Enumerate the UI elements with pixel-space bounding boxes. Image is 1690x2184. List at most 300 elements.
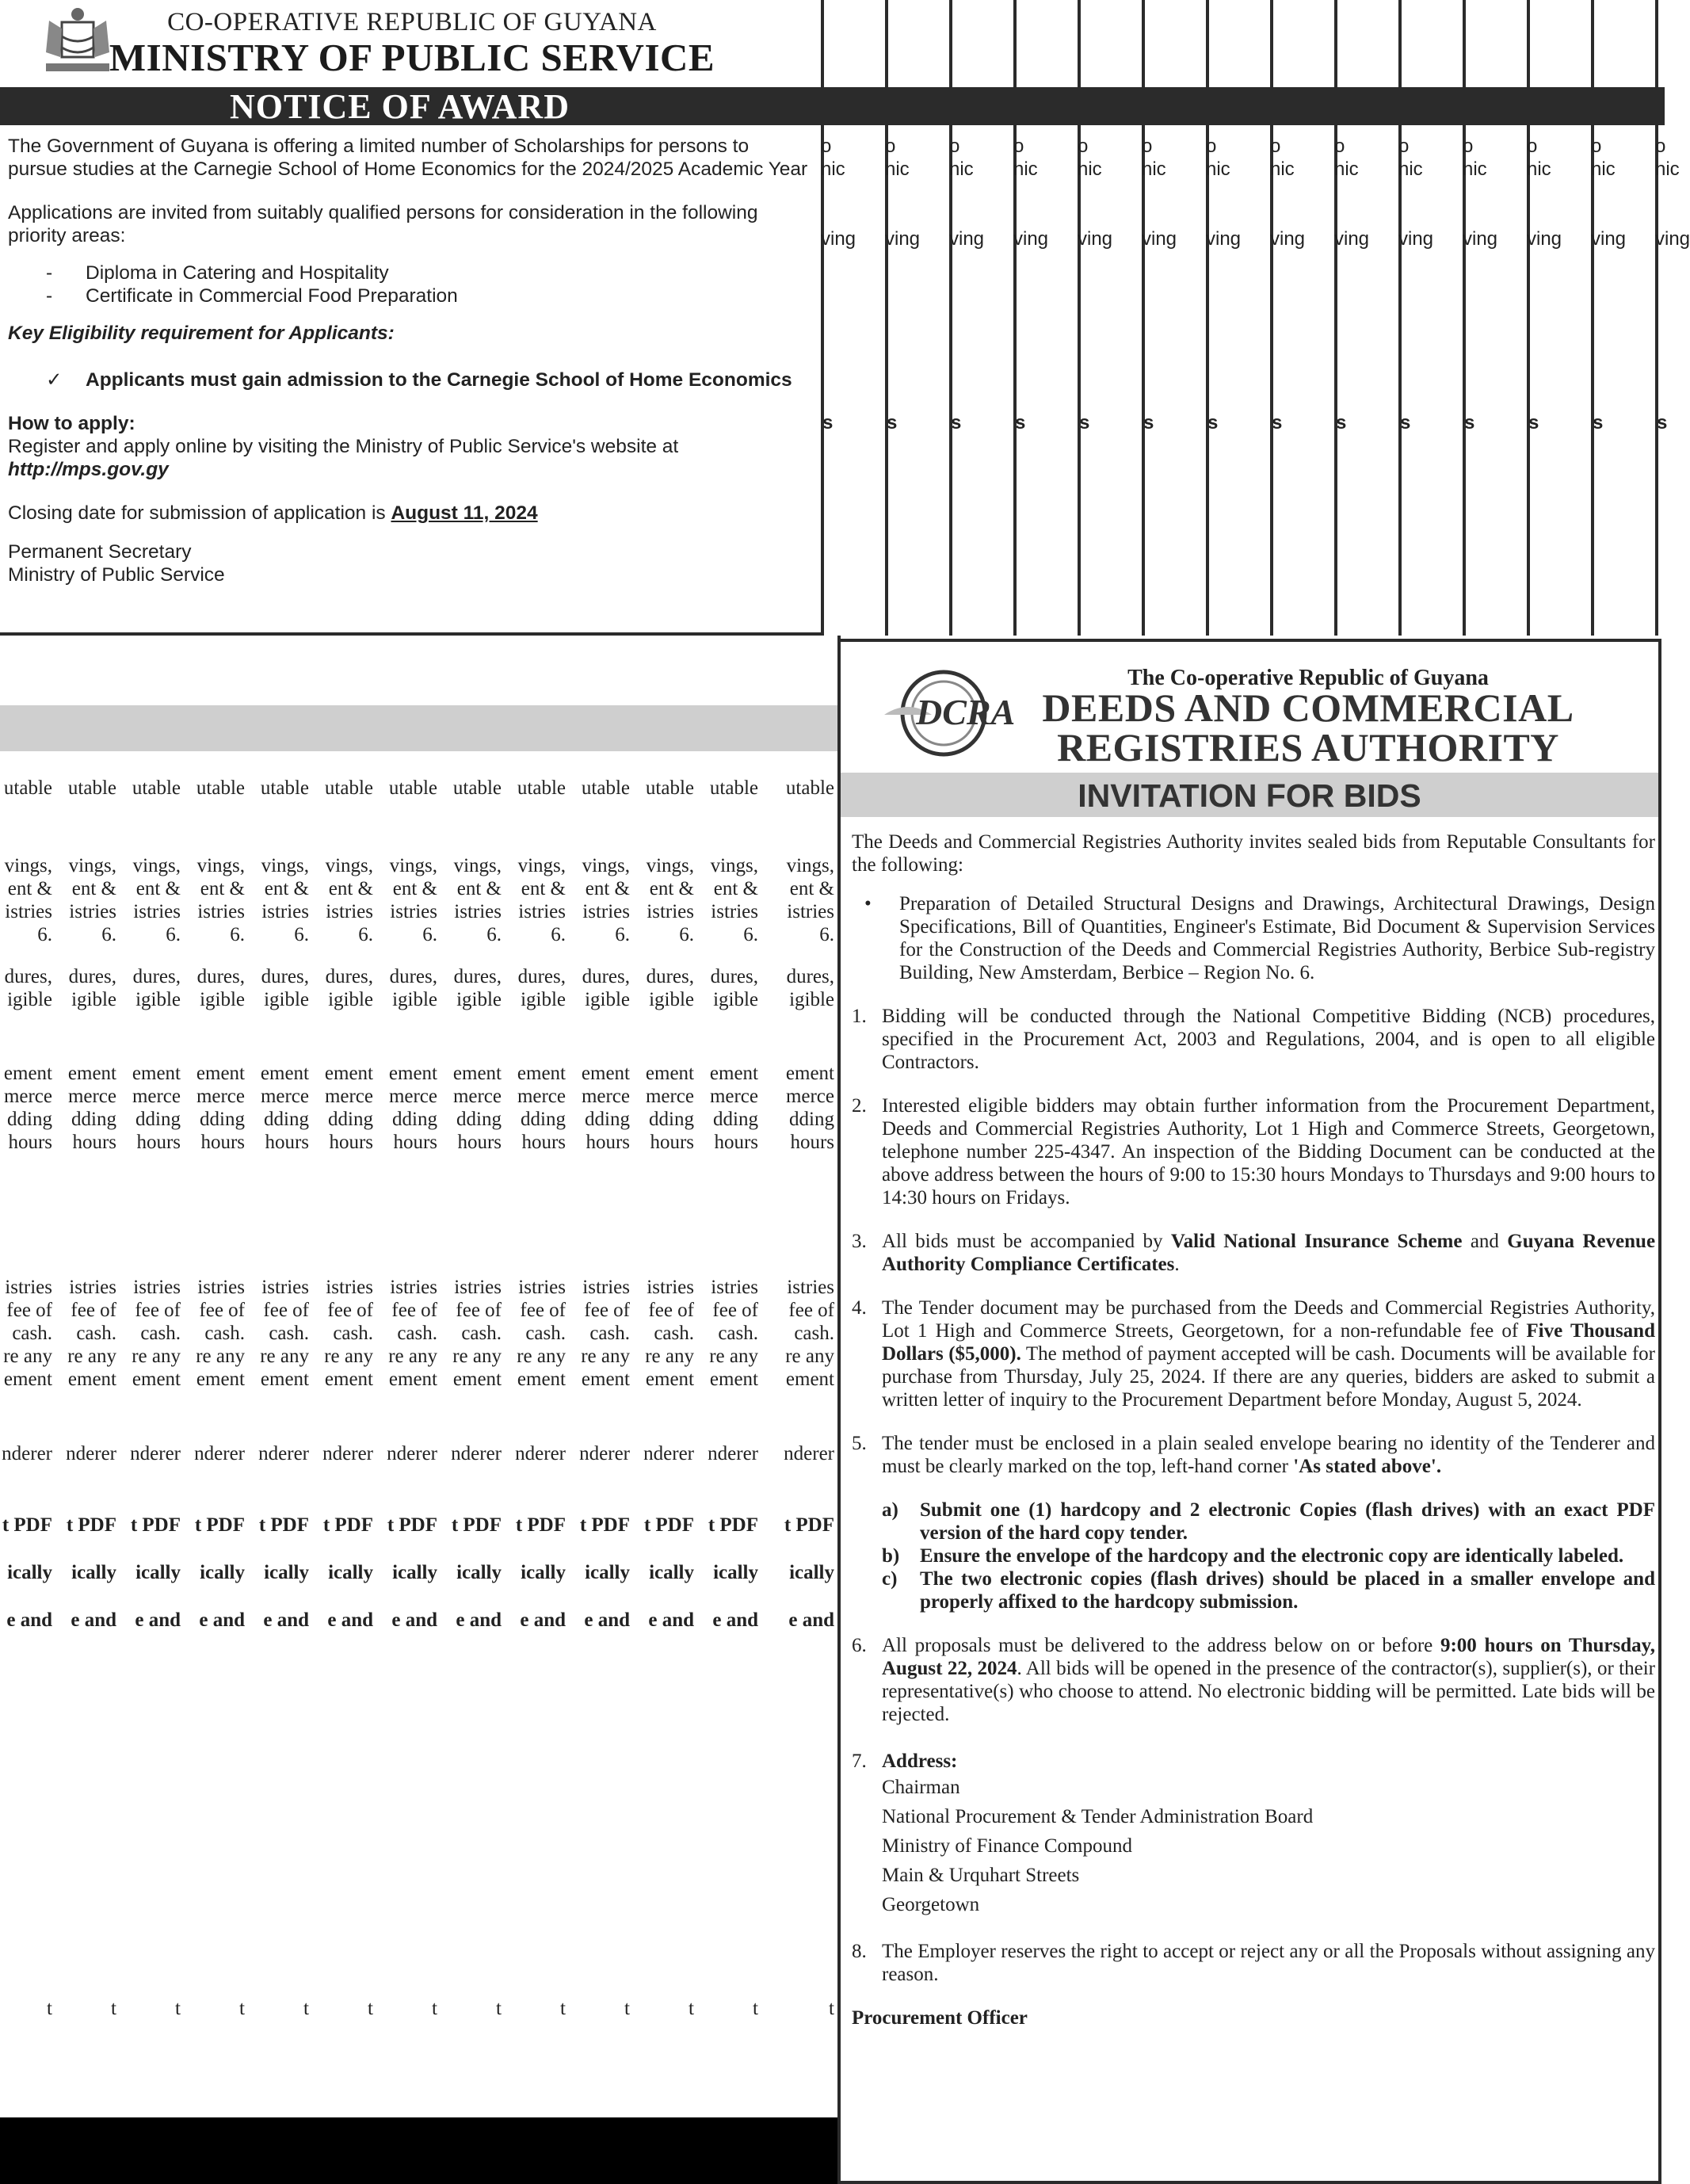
- fragment-text: ent &: [135, 878, 181, 899]
- fragment-text: s: [951, 412, 962, 433]
- fragment-text: t PDF: [784, 1514, 834, 1536]
- fragment-text: hours: [714, 1132, 758, 1153]
- fragment-text: ving: [1206, 228, 1242, 250]
- fragment-bar: [1466, 87, 1530, 125]
- fragment-bar: [1017, 87, 1081, 125]
- fragment-text: 6.: [679, 924, 694, 945]
- fragment-text: istries: [647, 1277, 694, 1298]
- fragment-text: ically: [649, 1562, 694, 1583]
- fragment-bar: [376, 705, 441, 751]
- fragment-text: ically: [328, 1562, 373, 1583]
- fragment-text: re any: [709, 1346, 758, 1367]
- list-item: - Certificate in Commercial Food Preparation: [46, 285, 458, 307]
- fragment-text: s: [1400, 412, 1411, 433]
- fragment-text: ement: [452, 1063, 502, 1084]
- fragment-text: utable: [785, 777, 834, 799]
- fragment-text: utable: [3, 777, 52, 799]
- fragment-text: 6.: [551, 924, 566, 945]
- fragment-text: istries: [133, 901, 181, 922]
- fragment-text: dding: [789, 1109, 834, 1130]
- ifb-intro: The Deeds and Commercial Registries Authority invites sealed bids from Reputable Consultants for the following:: [852, 831, 1655, 876]
- fragment-text: re any: [260, 1346, 309, 1367]
- fragment-text: ving: [1270, 228, 1306, 250]
- fragment-text: re any: [67, 1346, 116, 1367]
- fragment-text: dures,: [453, 966, 502, 987]
- fragment-bar: [1530, 87, 1594, 125]
- fragment-text: dding: [264, 1109, 309, 1130]
- fragment-bar: [888, 87, 952, 125]
- fragment-text: hours: [393, 1132, 437, 1153]
- fragment-text: istries: [261, 901, 309, 922]
- fragment-text: cash.: [140, 1323, 181, 1344]
- fragment-text: nderer: [194, 1443, 245, 1464]
- fragment-text: ement: [517, 1369, 566, 1390]
- fragment-strip: [821, 0, 888, 636]
- fragment-text: ement: [785, 1063, 834, 1084]
- website-link[interactable]: http://mps.gov.gy: [8, 459, 169, 480]
- fragment-text: o nic: [1398, 136, 1423, 180]
- fragment-text: merce: [785, 1086, 834, 1107]
- fragment-text: ving: [1142, 228, 1177, 250]
- fragment-text: ent &: [585, 878, 630, 899]
- fragment-text: s: [1207, 412, 1219, 433]
- fragment-text: ically: [264, 1562, 309, 1583]
- fragment-text: vings,: [261, 855, 309, 876]
- fragment-text: hours: [200, 1132, 245, 1153]
- fragment-text: ving: [1463, 228, 1498, 250]
- clause-3: 3. All bids must be accompanied by Valid National Insurance Scheme and Guyana Revenue Authority Compliance Certificates.: [852, 1231, 1656, 1275]
- fragment-text: ically: [200, 1562, 245, 1583]
- black-bar: [0, 2117, 840, 2184]
- fragment-text: cash.: [333, 1323, 373, 1344]
- intro-text: The Government of Guyana is offering a limited number of Scholarships for persons to pursue studies at the Carnegie School of Home Economics for the 2024/2025 Academic Year: [8, 136, 808, 180]
- fragment-text: t PDF: [194, 1514, 245, 1536]
- fragment-text: e and: [712, 1609, 758, 1631]
- fragment-text: igible: [328, 989, 373, 1010]
- fragment-text: s: [1464, 412, 1475, 433]
- ministry-heading: MINISTRY OF PUBLIC SERVICE: [109, 36, 715, 79]
- closing-date-line: Closing date for submission of application is August 11, 2024: [8, 502, 538, 524]
- fragment-text: istries: [518, 901, 566, 922]
- fragment-text: utable: [709, 777, 758, 799]
- fragment-text: istries: [454, 1277, 502, 1298]
- fragment-text: merce: [581, 1086, 630, 1107]
- fragment-text: ent &: [713, 878, 758, 899]
- fragment-text: istries: [390, 901, 437, 922]
- fragment-text: ically: [521, 1562, 566, 1583]
- fragment-text: utable: [260, 777, 309, 799]
- fragment-text: dures,: [4, 966, 52, 987]
- fragment-text: ically: [71, 1562, 116, 1583]
- fragment-text: t: [111, 1998, 116, 2019]
- fragment-text: ically: [789, 1562, 834, 1583]
- fragment-text: ement: [388, 1369, 437, 1390]
- fragment-text: istries: [261, 1277, 309, 1298]
- fragment-text: igible: [649, 989, 694, 1010]
- priority-areas-list: [8, 262, 813, 307]
- fragment-text: dures,: [261, 966, 309, 987]
- fragment-text: t: [560, 1998, 566, 2019]
- fragment-text: o nic: [1078, 136, 1102, 180]
- fragment-text: igible: [71, 989, 116, 1010]
- clause-5c: c) The two electronic copies (flash drives) should be placed in a smaller envelope and properly affixed to the hardcopy submission.: [882, 1568, 1655, 1613]
- fragment-text: vings,: [517, 855, 566, 876]
- fragment-text: hours: [586, 1132, 630, 1153]
- notice-title: NOTICE OF AWARD: [0, 87, 821, 125]
- fragment-text: fee of: [263, 1300, 309, 1321]
- fragment-bar: [1081, 87, 1145, 125]
- fragment-text: vings,: [646, 855, 694, 876]
- fragment-text: utable: [388, 777, 437, 799]
- fragment-text: ving: [1527, 228, 1562, 250]
- fragment-text: dding: [585, 1109, 630, 1130]
- fragment-text: istries: [787, 901, 834, 922]
- fragment-text: ving: [821, 228, 856, 250]
- fragment-text: re any: [581, 1346, 630, 1367]
- signatory-title: Permanent Secretary: [8, 541, 192, 563]
- fragment-text: t PDF: [258, 1514, 309, 1536]
- fragment-text: dding: [649, 1109, 694, 1130]
- fragment-text: ent &: [649, 878, 694, 899]
- fragment-strip: [1591, 0, 1658, 636]
- fragment-text: e and: [456, 1609, 502, 1631]
- fragment-text: cash.: [718, 1323, 758, 1344]
- fragment-text: re any: [785, 1346, 834, 1367]
- fragment-text: istries: [5, 1277, 52, 1298]
- fragment-text: e and: [391, 1609, 437, 1631]
- fragment-text: 6.: [101, 924, 116, 945]
- fragment-text: dding: [71, 1109, 116, 1130]
- fragment-text: dding: [135, 1109, 181, 1130]
- fragment-text: o nic: [1206, 136, 1230, 180]
- fragment-strip: [1398, 0, 1466, 636]
- fragment-text: istries: [518, 1277, 566, 1298]
- fragment-text: 6.: [819, 924, 834, 945]
- fragment-text: istries: [711, 1277, 758, 1298]
- fragment-text: igible: [392, 989, 437, 1010]
- how-to-apply-heading: How to apply:: [8, 413, 135, 434]
- fragment-text: merce: [132, 1086, 181, 1107]
- fragment-text: ving: [1013, 228, 1049, 250]
- fragment-text: ement: [709, 1369, 758, 1390]
- fragment-strip: [1655, 0, 1690, 636]
- fragment-bar: [55, 705, 120, 751]
- fragment-text: igible: [264, 989, 309, 1010]
- fragment-text: nderer: [643, 1443, 694, 1464]
- fragment-strip: [312, 636, 380, 2117]
- fragment-text: ement: [196, 1063, 245, 1084]
- applications-text: Applications are invited from suitably qualified persons for consideration in the following priority areas:: [8, 202, 758, 246]
- fragment-bar: [120, 705, 184, 751]
- fragment-text: o nic: [1334, 136, 1359, 180]
- fragment-text: merce: [196, 1086, 245, 1107]
- fragment-text: s: [1015, 412, 1026, 433]
- fragment-text: istries: [582, 901, 630, 922]
- fragment-text: istries: [69, 1277, 116, 1298]
- fragment-text: ically: [135, 1562, 181, 1583]
- fragment-text: s: [822, 412, 834, 433]
- fragment-text: ent &: [789, 878, 834, 899]
- clause-2: 2. Interested eligible bidders may obtain further information from the Procurement Department, Deeds and Commercial Registries Authority, Lot 1 High and Commerce Streets, Georgetown, telephone number 225-4347. An inspection of the Bidding Document can be conducted at the above address between the hours of 9:00 to 15:30 hours Mondays to Thursdays and 9:00 hours to 14:30 hours on Fridays.: [852, 1095, 1655, 1208]
- fragment-text: re any: [3, 1346, 52, 1367]
- fragment-bar: [697, 705, 761, 751]
- fragment-text: t: [624, 1998, 630, 2019]
- fragment-text: t PDF: [643, 1514, 694, 1536]
- procurement-officer: Procurement Officer: [852, 2007, 1028, 2029]
- fragment-bar: [184, 705, 248, 751]
- fragment-text: istries: [133, 1277, 181, 1298]
- fragment-strip: [949, 0, 1017, 636]
- fragment-bar: [1402, 87, 1466, 125]
- eligibility-item: ✓ Applicants must gain admission to the Carnegie School of Home Economics: [46, 369, 792, 391]
- fragment-text: t PDF: [322, 1514, 373, 1536]
- fragment-text: fee of: [6, 1300, 52, 1321]
- fragment-text: istries: [454, 901, 502, 922]
- fragment-text: ement: [581, 1063, 630, 1084]
- fragment-strip: [441, 636, 508, 2117]
- fragment-strip: [505, 636, 572, 2117]
- fragment-text: igible: [200, 989, 245, 1010]
- fragment-text: nderer: [322, 1443, 373, 1464]
- fragment-text: dures,: [132, 966, 181, 987]
- list-item: - Diploma in Catering and Hospitality: [46, 262, 389, 284]
- fragment-text: e and: [71, 1609, 116, 1631]
- fragment-strip: [1334, 0, 1402, 636]
- fragment-text: dures,: [325, 966, 373, 987]
- fragment-text: ement: [581, 1369, 630, 1390]
- fragment-text: cash.: [654, 1323, 694, 1344]
- fragment-strip: [1527, 0, 1594, 636]
- fragment-text: s: [1079, 412, 1090, 433]
- fragment-text: vings,: [196, 855, 245, 876]
- fragment-text: hours: [265, 1132, 309, 1153]
- fragment-strip: [1463, 0, 1530, 636]
- fragment-text: dding: [521, 1109, 566, 1130]
- closing-date: August 11, 2024: [391, 502, 538, 524]
- fragment-text: merce: [324, 1086, 373, 1107]
- fragment-text: vings,: [132, 855, 181, 876]
- fragment-text: t: [47, 1998, 52, 2019]
- fragment-text: e and: [648, 1609, 694, 1631]
- fragment-text: t: [175, 1998, 181, 2019]
- fragment-text: ving: [885, 228, 921, 250]
- fragment-text: istries: [787, 1277, 834, 1298]
- fragment-text: ically: [713, 1562, 758, 1583]
- fragment-text: merce: [260, 1086, 309, 1107]
- fragment-text: t: [432, 1998, 437, 2019]
- fragment-text: re any: [517, 1346, 566, 1367]
- clause-6: 6. All proposals must be delivered to the address below on or before 9:00 hours on Thursday, August 22, 2024. All bids will be opened in the presence of the contractor(s), supplier(s), or their representative(s) who choose to attend. No electronic bidding will be permitted. Late bids will be rejected.: [852, 1635, 1655, 1725]
- fragment-text: 6.: [37, 924, 52, 945]
- fragment-text: cash.: [525, 1323, 566, 1344]
- fragment-text: vings,: [4, 855, 52, 876]
- fragment-text: istries: [582, 1277, 630, 1298]
- fragment-text: ement: [132, 1063, 181, 1084]
- fragment-text: ement: [324, 1369, 373, 1390]
- fragment-text: dding: [713, 1109, 758, 1130]
- fragment-text: nderer: [130, 1443, 181, 1464]
- mps-body: [0, 125, 821, 586]
- fragment-text: merce: [709, 1086, 758, 1107]
- fragment-text: s: [1143, 412, 1154, 433]
- fragment-text: igible: [521, 989, 566, 1010]
- fragment-text: cash.: [461, 1323, 502, 1344]
- fragment-text: nderer: [258, 1443, 309, 1464]
- fragment-text: cash.: [397, 1323, 437, 1344]
- fragment-text: o nic: [1142, 136, 1166, 180]
- fragment-text: utable: [67, 777, 116, 799]
- fragment-text: ement: [388, 1063, 437, 1084]
- fragment-bar: [0, 705, 55, 751]
- fragment-text: dures,: [517, 966, 566, 987]
- fragment-strip: [248, 636, 315, 2117]
- dcra-republic: The Co-operative Republic of Guyana: [1127, 666, 1489, 690]
- fragment-strip: [0, 636, 59, 2117]
- fragment-text: t: [689, 1998, 694, 2019]
- ifb-title: INVITATION FOR BIDS: [841, 773, 1658, 817]
- fragment-text: t PDF: [2, 1514, 52, 1536]
- fragment-bar: [248, 705, 312, 751]
- address-line: Georgetown: [882, 1894, 980, 1915]
- fragment-text: re any: [324, 1346, 373, 1367]
- fragment-text: istries: [390, 1277, 437, 1298]
- fragment-text: fee of: [71, 1300, 116, 1321]
- mps-header: [0, 0, 821, 87]
- fragment-text: istries: [69, 901, 116, 922]
- fragment-text: cash.: [794, 1323, 834, 1344]
- notice-of-award: [0, 0, 824, 636]
- fragment-text: utable: [517, 777, 566, 799]
- fragment-text: hours: [72, 1132, 116, 1153]
- fragment-text: ically: [456, 1562, 502, 1583]
- clause-7: 7. Address: Chairman National Procurement & Tender Administration Board Ministry of Finance Compound Main & Urquhart Streets Georgetown: [852, 1750, 1655, 1919]
- fragment-text: o nic: [821, 136, 845, 180]
- fragment-bar: [633, 705, 697, 751]
- fragment-text: e and: [520, 1609, 566, 1631]
- fragment-text: 6.: [422, 924, 437, 945]
- fragment-strip: [1270, 0, 1337, 636]
- check-icon: ✓: [46, 369, 63, 391]
- fragment-bar: [505, 705, 569, 751]
- fragment-text: re any: [452, 1346, 502, 1367]
- fragment-text: cash.: [269, 1323, 309, 1344]
- fragment-text: utable: [645, 777, 694, 799]
- fragment-text: hours: [650, 1132, 694, 1153]
- how-to-apply-text: Register and apply online by visiting the Ministry of Public Service's website at: [8, 436, 679, 457]
- address-heading: Address:: [882, 1751, 958, 1772]
- fragment-text: ement: [645, 1063, 694, 1084]
- fragment-text: vings,: [68, 855, 116, 876]
- fragment-text: fee of: [327, 1300, 373, 1321]
- fragment-text: ement: [196, 1369, 245, 1390]
- fragment-text: vings,: [325, 855, 373, 876]
- fragment-text: vings,: [710, 855, 758, 876]
- fragment-text: e and: [199, 1609, 245, 1631]
- fragment-text: t PDF: [66, 1514, 116, 1536]
- fragment-text: istries: [326, 1277, 373, 1298]
- fragment-text: ent &: [328, 878, 373, 899]
- fragment-text: ving: [1591, 228, 1627, 250]
- fragment-text: igible: [7, 989, 52, 1010]
- fragment-text: vings,: [453, 855, 502, 876]
- fragment-text: o nic: [1527, 136, 1551, 180]
- fragment-bar: [1209, 87, 1273, 125]
- fragment-text: t PDF: [579, 1514, 630, 1536]
- fragment-text: nderer: [451, 1443, 502, 1464]
- fragment-text: re any: [132, 1346, 181, 1367]
- fragment-bar: [1145, 87, 1209, 125]
- fragment-text: ent &: [264, 878, 309, 899]
- fragment-text: nderer: [2, 1443, 52, 1464]
- fragment-text: ement: [785, 1369, 834, 1390]
- fragment-text: ement: [260, 1063, 309, 1084]
- eligibility-heading: Key Eligibility requirement for Applicants:: [8, 323, 395, 344]
- fragment-text: re any: [645, 1346, 694, 1367]
- fragment-text: t: [753, 1998, 758, 2019]
- clause-5b: b) Ensure the envelope of the hardcopy and the electronic copy are identically labeled.: [882, 1545, 1624, 1567]
- clause-8: 8. The Employer reserves the right to accept or reject any or all the Proposals without assigning any reason.: [852, 1941, 1655, 1985]
- fragment-text: igible: [713, 989, 758, 1010]
- fragment-text: fee of: [648, 1300, 694, 1321]
- fragment-strip: [55, 636, 123, 2117]
- fragment-text: fee of: [456, 1300, 502, 1321]
- fragment-text: o nic: [885, 136, 910, 180]
- fragment-text: merce: [645, 1086, 694, 1107]
- fragment-text: fee of: [391, 1300, 437, 1321]
- fragment-text: dures,: [582, 966, 630, 987]
- fragment-text: hours: [329, 1132, 373, 1153]
- fragment-text: nderer: [66, 1443, 116, 1464]
- fragment-text: igible: [585, 989, 630, 1010]
- fragment-text: t: [303, 1998, 309, 2019]
- fragment-text: dding: [328, 1109, 373, 1130]
- fragment-text: ving: [1078, 228, 1113, 250]
- fragment-text: ent &: [71, 878, 116, 899]
- fragment-text: dures,: [646, 966, 694, 987]
- fragment-text: o nic: [1591, 136, 1616, 180]
- fragment-text: dding: [392, 1109, 437, 1130]
- fragment-text: t: [239, 1998, 245, 2019]
- fragment-text: nderer: [387, 1443, 437, 1464]
- fragment-strip: [569, 636, 636, 2117]
- fragment-text: vings,: [582, 855, 630, 876]
- fragment-text: fee of: [712, 1300, 758, 1321]
- fragment-text: dding: [456, 1109, 502, 1130]
- fragment-text: 6.: [358, 924, 373, 945]
- fragment-text: dures,: [196, 966, 245, 987]
- fragment-bar: [824, 87, 888, 125]
- fragment-text: ement: [3, 1063, 52, 1084]
- fragment-text: ement: [452, 1369, 502, 1390]
- address-line: Ministry of Finance Compound: [882, 1835, 1132, 1857]
- signatory-org: Ministry of Public Service: [8, 564, 225, 586]
- fragment-bar: [761, 705, 837, 751]
- fragment-text: cash.: [12, 1323, 52, 1344]
- fragment-text: t PDF: [387, 1514, 437, 1536]
- fragment-text: istries: [647, 901, 694, 922]
- fragment-text: o nic: [1270, 136, 1295, 180]
- fragment-strip: [633, 636, 700, 2117]
- fragment-text: fee of: [199, 1300, 245, 1321]
- fragment-text: fee of: [520, 1300, 566, 1321]
- fragment-text: igible: [789, 989, 834, 1010]
- fragment-text: vings,: [389, 855, 437, 876]
- fragment-text: ement: [3, 1369, 52, 1390]
- fragment-strip: [1013, 0, 1081, 636]
- fragment-text: ving: [1398, 228, 1434, 250]
- fragment-text: t PDF: [130, 1514, 181, 1536]
- ifb-content: [852, 830, 1655, 2029]
